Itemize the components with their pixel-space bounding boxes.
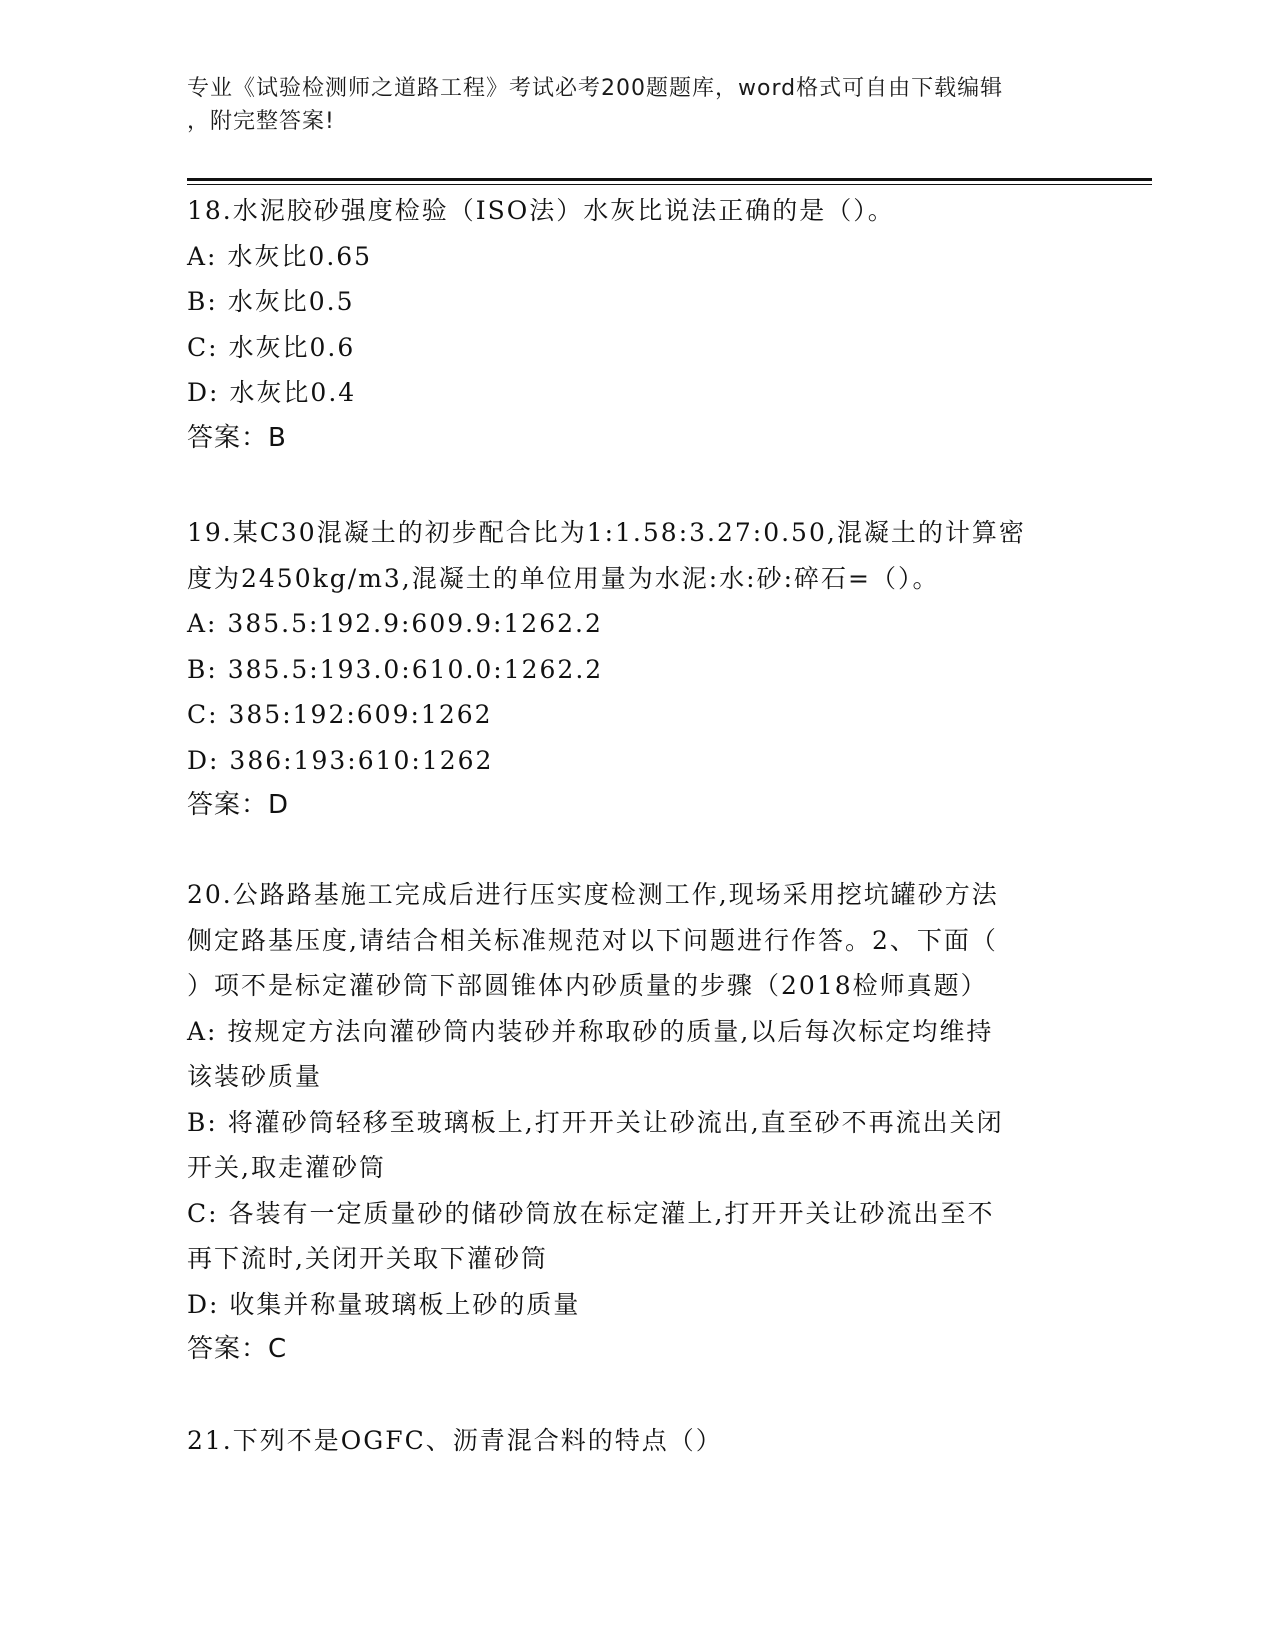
option-b: B: 385.5:193.0:610.0:1262.2	[187, 654, 604, 684]
option-c: C: 385:192:609:1262	[187, 700, 493, 729]
question-stem: 20.公路路基施工完成后进行压实度检测工作,现场采用挖坑罐砂方法	[187, 880, 999, 909]
option-a: A: 385.5:192.9:609.9:1262.2	[187, 609, 603, 638]
option-a: A: 按规定方法向灌砂筒内装砂并称取砂的质量,以后每次标定均维持	[187, 1016, 994, 1046]
question-stem: 19.某C30混凝土的初步配合比为1:1.58:3.27:0.50,混凝土的计算密	[187, 518, 1026, 547]
answer-label: 答案：D	[187, 790, 290, 820]
question-stem: 度为2450kg/m3,混凝土的单位用量为水泥:水:砂:碎石=（）。	[187, 563, 940, 593]
header-divider-thick	[187, 178, 1152, 181]
question-18	[187, 188, 1087, 461]
option-d: D: 386:193:610:1262	[187, 745, 494, 775]
header-divider-thin	[187, 184, 1152, 185]
option-d: D: 水灰比0.4	[187, 378, 357, 407]
option-a-continued: 该装砂质量	[187, 1062, 323, 1091]
option-b: B: 将灌砂筒轻移至玻璃板上,打开开关让砂流出,直至砂不再流出关闭	[187, 1107, 1004, 1137]
option-d: D: 收集并称量玻璃板上砂的质量	[187, 1289, 581, 1319]
answer-label: 答案：B	[187, 422, 287, 453]
header-line-1: 专业《试验检测师之道路工程》考试必考200题题库，word格式可自由下载编辑	[187, 76, 1004, 101]
question-19	[187, 510, 1087, 829]
question-20	[187, 872, 1087, 1373]
answer-label: 答案：C	[187, 1334, 288, 1364]
question-stem: 21.下列不是OGFC、沥青混合料的特点（）	[187, 1426, 723, 1455]
header-line-2: ，附完整答案!	[187, 109, 335, 134]
document-header	[187, 72, 1067, 138]
option-c: C: 水灰比0.6	[187, 332, 356, 362]
question-stem: ）项不是标定灌砂筒下部圆锥体内砂质量的步骤（2018检师真题）	[187, 971, 988, 1000]
option-b: B: 水灰比0.5	[187, 287, 355, 316]
option-c: C: 各装有一定质量砂的储砂筒放在标定灌上,打开开关让砂流出至不	[187, 1198, 995, 1228]
question-21	[187, 1418, 1087, 1464]
question-stem: 侧定路基压度,请结合相关标准规范对以下问题进行作答。2、下面（	[187, 925, 998, 955]
option-b-continued: 开关,取走灌砂筒	[187, 1153, 386, 1182]
option-c-continued: 再下流时,关闭开关取下灌砂筒	[187, 1244, 548, 1273]
option-a: A: 水灰比0.65	[187, 241, 373, 271]
question-stem: 18.水泥胶砂强度检验（ISO法）水灰比说法正确的是（）。	[187, 196, 895, 225]
